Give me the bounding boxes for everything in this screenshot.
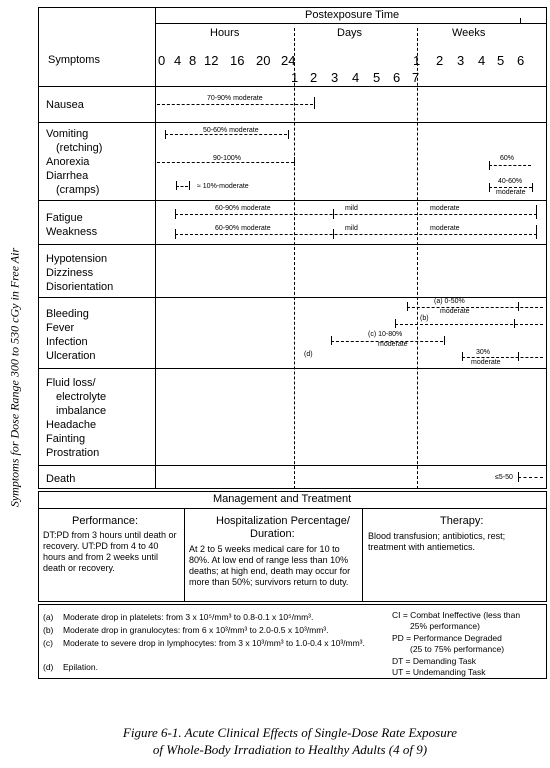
group-separator	[38, 122, 547, 123]
hours-label: Hours	[210, 27, 240, 39]
day-tick: 1	[291, 70, 299, 85]
bar-label-fatigue-1: 60-90% moderate	[215, 205, 271, 212]
figure-caption-line-2: of Whole-Body Irradiation to Healthy Adults (4 of 9)	[152, 742, 428, 757]
management-title: Management and Treatment	[213, 493, 352, 505]
divider-7d	[417, 28, 418, 489]
bar-label-death: ≤5-50	[495, 474, 513, 481]
hour-tick: 0	[158, 53, 166, 68]
postexposure-underline	[155, 23, 547, 24]
symptom-diarrhea: Diarrhea	[46, 170, 89, 182]
symptom-weakness: Weakness	[46, 226, 98, 238]
hour-tick: 20	[256, 53, 271, 68]
bar-diarrhea-late	[489, 187, 532, 188]
bar-end	[536, 205, 537, 219]
header-divider	[38, 86, 547, 87]
bar-label-diarrhea-late-2: moderate	[496, 189, 526, 196]
bar-end	[189, 181, 190, 190]
symptom-vomiting: Vomiting	[46, 128, 89, 140]
bar-label-bleeding-1: (a) 0-50%	[434, 298, 465, 305]
management-col-divider	[362, 508, 363, 602]
bar-weakness	[175, 234, 537, 235]
bar-label-fatigue-2: mild	[345, 205, 358, 212]
symptoms-heading: Symptoms	[48, 54, 100, 66]
hospitalization-title-2: Duration:	[250, 528, 295, 540]
week-tick: 3	[457, 53, 465, 68]
hour-tick: 8	[189, 53, 197, 68]
hour-tick: 24	[281, 53, 296, 68]
bar-label-nausea: 70-90% moderate	[207, 95, 263, 102]
bar-label-weakness-3: moderate	[430, 225, 460, 232]
performance-text: DT:PD from 3 hours until death or recovery. UT:PD from 4 to 40 hours and from 2 weeks until death or recovery.	[43, 530, 177, 573]
hospitalization-title-1: Hospitalization Percentage/	[216, 515, 350, 527]
symptom-ulceration: Ulceration	[46, 350, 96, 362]
bar-label-anorexia: 90-100%	[213, 155, 242, 162]
bar-end	[444, 336, 445, 345]
symptom-bleeding: Bleeding	[46, 308, 89, 320]
bar-label-diarrhea-late: 40-60%	[498, 178, 523, 185]
hour-tick: 16	[230, 53, 245, 68]
bar-label-fatigue-3: moderate	[430, 205, 460, 212]
group-separator	[38, 244, 547, 245]
bar-label-ulceration-1: 30%	[476, 349, 491, 356]
symptom-dizziness: Dizziness	[46, 267, 94, 279]
bar-anorexia	[157, 162, 294, 163]
day-tick: 6	[393, 70, 401, 85]
therapy-text: Blood transfusion; antibiotics, rest; treatment with antiemetics.	[368, 531, 506, 552]
bar-end	[532, 183, 533, 192]
bar-change	[518, 352, 519, 361]
week-tick: 2	[436, 53, 444, 68]
bar-label-weakness-1: 60-90% moderate	[215, 225, 271, 232]
management-col-divider	[184, 508, 185, 602]
symptom-anorexia: Anorexia	[46, 156, 90, 168]
symptom-fainting: Fainting	[46, 433, 86, 445]
note-d-key: (d)	[43, 662, 54, 672]
week-tick: 5	[497, 53, 505, 68]
note-b-key: (b)	[43, 625, 54, 635]
bar-end	[294, 157, 295, 166]
bar-label-infection-1: (c) 10-80%	[368, 331, 403, 338]
legend-pd-2: (25 to 75% performance)	[410, 644, 505, 654]
bar-vomiting	[165, 134, 287, 135]
symptom-headache: Headache	[46, 419, 97, 431]
group-separator	[38, 297, 547, 298]
symptom-fluid-loss: Fluid loss/	[46, 377, 96, 389]
legend-ci-2: 25% performance)	[410, 621, 480, 631]
bar-ulceration	[462, 357, 543, 358]
symptom-disorientation: Disorientation	[46, 281, 114, 293]
bar-end	[288, 130, 289, 139]
note-d: Epilation.	[63, 662, 98, 672]
postexposure-bracket-right	[520, 18, 521, 23]
bar-anorexia-late	[489, 165, 531, 166]
day-tick: 2	[310, 70, 318, 85]
bar-label-fever: (b)	[420, 315, 429, 322]
bar-label-ulceration-2: moderate	[471, 359, 501, 366]
symptom-fatigue: Fatigue	[46, 212, 83, 224]
legend-ut: UT = Undemanding Task	[392, 667, 486, 677]
bar-label-weakness-2: mild	[345, 225, 358, 232]
legend-pd-1: PD = Performance Degraded	[392, 633, 502, 643]
bar-label-ulceration-d: (d)	[304, 351, 313, 358]
symptom-imbalance: imbalance	[56, 405, 107, 417]
note-a: Moderate drop in platelets: from 3 x 10⁵/mm³ to 0.8-0.1 x 10⁵/mm³.	[63, 612, 314, 622]
bar-bleeding	[407, 307, 543, 308]
bar-fever	[395, 324, 543, 325]
bar-diarrhea	[176, 186, 188, 187]
legend-ci-1: CI = Combat Ineffective (less than	[392, 610, 521, 620]
note-c: Moderate to severe drop in lymphocytes: from 3 x 10³/mm³ to 1.0-0.4 x 10³/mm³.	[63, 638, 365, 648]
weeks-label: Weeks	[452, 27, 486, 39]
week-tick: 4	[478, 53, 486, 68]
bar-label-infection-2: moderate	[378, 341, 408, 348]
figure-caption-line-1: Figure 6-1. Acute Clinical Effects of Single-Dose Rate Exposure	[122, 725, 458, 740]
symptom-nausea: Nausea	[46, 99, 84, 111]
group-separator	[38, 200, 547, 201]
hospitalization-text: At 2 to 5 weeks medical care for 10 to 80%. At low end of range less than 10% deaths; at high end, death may occur for more than 50%; survivors return to duty.	[189, 544, 351, 587]
bar-label-anorexia-late: 60%	[500, 155, 515, 162]
bar-end	[314, 97, 315, 109]
symptom-column-divider	[155, 7, 156, 489]
divider-24h	[294, 28, 295, 489]
side-axis-label: Symptoms for Dose Range 300 to 530 cGy in Free Air	[7, 247, 22, 508]
bar-nausea	[157, 104, 313, 105]
bar-change	[333, 209, 334, 219]
week-tick: 1	[413, 53, 421, 68]
week-tick: 6	[517, 53, 525, 68]
bar-change	[333, 229, 334, 239]
bar-end	[536, 225, 537, 239]
legend-dt: DT = Demanding Task	[392, 656, 477, 666]
symptom-infection: Infection	[46, 336, 88, 348]
day-tick: 4	[352, 70, 360, 85]
group-separator	[38, 465, 547, 466]
bar-change	[518, 302, 519, 311]
day-tick: 3	[331, 70, 339, 85]
hour-tick: 12	[204, 53, 219, 68]
bar-change	[514, 319, 515, 328]
postexposure-bracket-left	[155, 18, 156, 23]
performance-title: Performance:	[72, 515, 139, 527]
symptom-retching: (retching)	[56, 142, 103, 154]
bar-death	[518, 477, 543, 478]
bar-label-bleeding-2: moderate	[440, 308, 470, 315]
symptom-cramps: (cramps)	[56, 184, 100, 196]
symptom-death: Death	[46, 473, 76, 485]
hour-tick: 4	[174, 53, 182, 68]
note-c-key: (c)	[43, 638, 53, 648]
bar-label-vomiting: 50-60% moderate	[203, 127, 259, 134]
symptom-prostration: Prostration	[46, 447, 100, 459]
symptom-fever: Fever	[46, 322, 75, 334]
note-a-key: (a)	[43, 612, 54, 622]
management-title-divider	[38, 508, 547, 509]
day-tick: 7	[412, 70, 420, 85]
bar-fatigue	[175, 214, 537, 215]
group-separator	[38, 368, 547, 369]
postexposure-title: Postexposure Time	[305, 9, 400, 21]
therapy-title: Therapy:	[440, 515, 484, 527]
bar-label-diarrhea: ≈ 10%-moderate	[197, 183, 249, 190]
note-b: Moderate drop in granulocytes: from 6 x 10³/mm³ to 2.0-0.5 x 10³/mm³.	[63, 625, 329, 635]
days-label: Days	[337, 27, 363, 39]
day-tick: 5	[373, 70, 381, 85]
symptom-electrolyte: electrolyte	[56, 391, 107, 403]
symptom-hypotension: Hypotension	[46, 253, 108, 265]
